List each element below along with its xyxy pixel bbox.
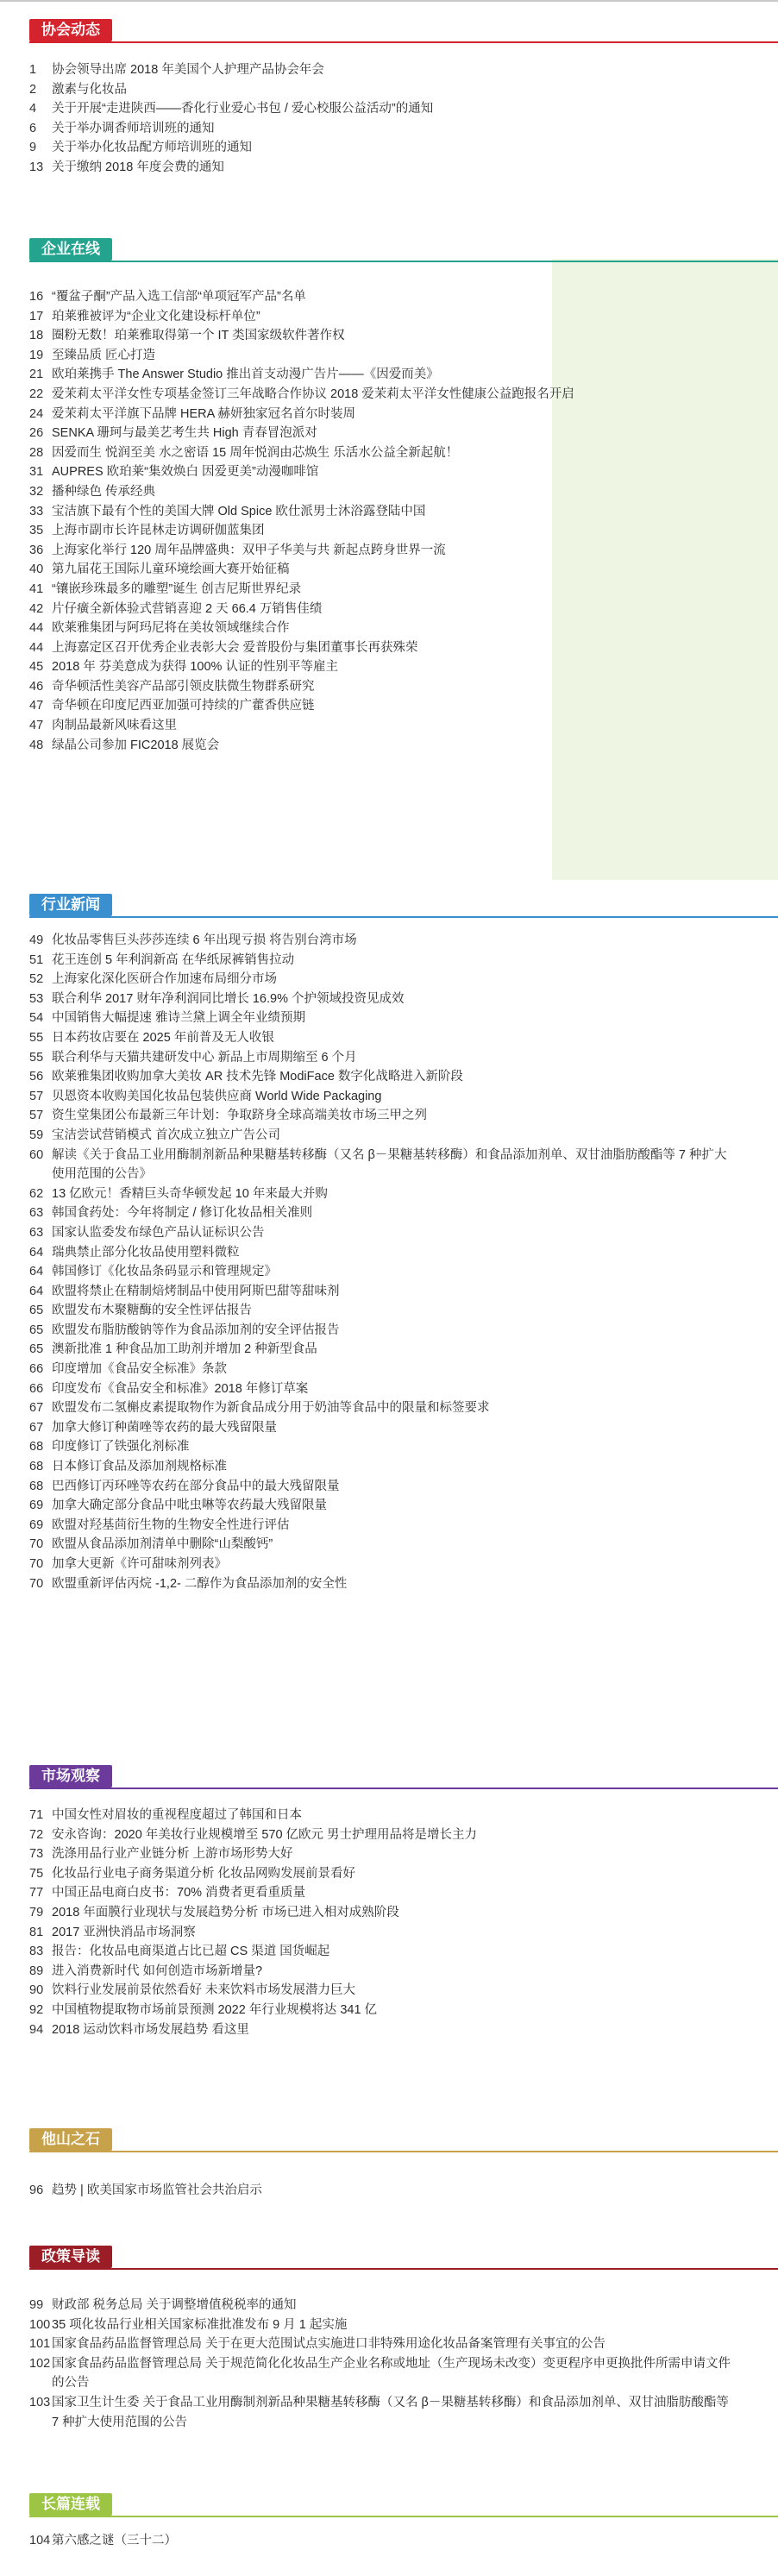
page-number: 59 — [29, 1128, 44, 1142]
list-item[interactable] — [29, 1340, 769, 1360]
page-number: 51 — [29, 952, 44, 967]
article-title: 财政部 税务总局 关于调整增值税税率的通知 — [52, 2298, 297, 2312]
page-number: 67 — [29, 1401, 44, 1416]
page-number: 90 — [29, 1983, 44, 1998]
article-title: 花王连创 5 年利润新高 在华纸尿裤销售拉动 — [52, 952, 295, 967]
page-number: 68 — [29, 1440, 44, 1454]
article-title: 中国销售大幅提速 雅诗兰黛上调全年业绩预期 — [52, 1011, 306, 1026]
article-title: 加拿大修订种菌唑等农药的最大残留限量 — [52, 1420, 277, 1435]
article-title: 加拿大确定部分食品中吡虫啉等农药最大残留限量 — [52, 1498, 327, 1513]
list-item[interactable] — [29, 1360, 769, 1379]
page-number: 42 — [29, 601, 44, 616]
article-title: 因爱而生 悦润至美 水之密语 15 周年悦润由芯焕生 乐活水公益全新起航！ — [52, 445, 459, 460]
article-title: 珀莱雅被评为“企业文化建设标杆单位” — [52, 309, 260, 324]
article-title: 欧盟发布木聚糖酶的安全性评估报告 — [52, 1304, 252, 1318]
article-title: 欧盟对羟基茴衍生物的生物安全性进行评估 — [52, 1517, 290, 1532]
article-list — [29, 60, 769, 178]
article-title: 日本修订食品及添加剂规格标准 — [52, 1460, 227, 1474]
list-item[interactable] — [29, 80, 769, 100]
article-title: “镶嵌珍珠最多的雕塑”诞生 创吉尼斯世界纪录 — [52, 581, 302, 596]
page-number: 1 — [29, 63, 37, 77]
article-title: 澳新批准 1 种食品加工助剂并增加 2 种新型食品 — [52, 1342, 317, 1357]
article-title: 2018 年 芬美意成为获得 100% 认证的性别平等雇主 — [52, 660, 338, 675]
page-number: 44 — [29, 640, 44, 655]
list-item[interactable] — [29, 619, 769, 638]
page-number: 57 — [29, 1089, 44, 1103]
page-number: 73 — [29, 1847, 44, 1862]
article-title: 宝洁旗下最有个性的美国大牌 Old Spice 欧仕派男士沐浴露登陆中国 — [52, 504, 426, 518]
page-number: 75 — [29, 1866, 44, 1881]
list-item[interactable] — [29, 677, 769, 697]
page-number: 44 — [29, 621, 44, 636]
list-item[interactable] — [29, 1844, 769, 1864]
list-item[interactable] — [29, 1864, 769, 1884]
list-item[interactable] — [29, 541, 769, 561]
article-title: 播种绿色 传承经典 — [52, 484, 156, 499]
article-title: 解读《关于食品工业用酶制剂新品种果糖基转移酶（又名 β－果糖基转移酶）和食品添加剂单、双甘油脂肪酸酯等 7 种扩大使用范围的公告》 — [52, 1147, 727, 1182]
section-market-watch — [0, 1765, 778, 2127]
list-item[interactable] — [29, 2296, 769, 2315]
page-number: 65 — [29, 1304, 44, 1318]
page-number: 77 — [29, 1886, 44, 1901]
page-number: 68 — [29, 1479, 44, 1493]
list-item[interactable] — [29, 1087, 769, 1107]
page-number: 22 — [29, 386, 44, 401]
page-number: 64 — [29, 1265, 44, 1279]
section-divider — [29, 41, 778, 43]
section-title: 市场观察 — [29, 1765, 112, 1787]
page-number: 28 — [29, 445, 44, 460]
list-item[interactable] — [29, 424, 769, 443]
article-title: 中国女性对眉妆的重视程度超过了韩国和日本 — [52, 1808, 302, 1822]
article-title: 中国正品电商白皮书：70% 消费者更看重质量 — [52, 1886, 306, 1901]
section-divider — [29, 1787, 778, 1789]
page-number: 57 — [29, 1109, 44, 1123]
article-title: 上海家化举行 120 周年品牌盛典：双甲子华美与共 新起点跨身世界一流 — [52, 543, 446, 557]
article-title: “覆盆子酮”产品入选工信部“单项冠军产品”名单 — [52, 290, 306, 304]
article-title: 关于举办化妆品配方师培训班的通知 — [52, 141, 252, 155]
page-number: 63 — [29, 1225, 44, 1240]
article-title: 欧盟发布脂肪酸钠等作为食品添加剂的安全评估报告 — [52, 1323, 340, 1337]
section-association-news — [0, 19, 778, 217]
page-number: 68 — [29, 1460, 44, 1474]
page-number: 35 — [29, 524, 44, 538]
page-number: 26 — [29, 426, 44, 441]
list-item[interactable] — [29, 580, 769, 600]
article-title: 欧盟发布二氢槲皮素提取物作为新食品成分用于奶油等食品中的限量和标签要求 — [52, 1401, 490, 1416]
article-title: 加拿大更新《许可甜味剂列表》 — [52, 1557, 227, 1571]
article-title: 爱茉莉太平洋女性专项基金签订三年战略合作协议 2018 爱茉莉太平洋女性健康公益跑报名开启 — [52, 386, 574, 401]
article-title: 趋势 | 欧美国家市场监管社会共治启示 — [52, 2183, 262, 2197]
list-item[interactable] — [29, 1282, 769, 1302]
section-title: 协会动态 — [29, 19, 112, 41]
page-number: 99 — [29, 2298, 44, 2312]
page-number: 55 — [29, 1050, 44, 1065]
article-title: 韩国修订《化妆品条码显示和管理规定》 — [52, 1265, 277, 1279]
article-title: 印度修订了铁强化剂标准 — [52, 1440, 190, 1454]
list-item[interactable] — [29, 657, 769, 677]
list-item[interactable] — [29, 1028, 769, 1048]
article-title: 联合利华 2017 财年净利润同比增长 16.9% 个护领域投资见成效 — [52, 991, 405, 1006]
list-item[interactable] — [29, 1146, 769, 1184]
article-title: 上海嘉定区召开优秀企业表彰大会 爱普股份与集团董事长再获殊荣 — [52, 640, 418, 655]
list-item[interactable] — [29, 696, 769, 716]
page-number: 79 — [29, 1905, 44, 1919]
list-item[interactable] — [29, 2531, 769, 2551]
top-divider — [0, 0, 778, 2]
article-title: 日本药妆店要在 2025 年前普及无人收银 — [52, 1030, 274, 1045]
list-item[interactable] — [29, 970, 769, 990]
list-item[interactable] — [29, 1243, 769, 1263]
article-title: 国家认监委发布绿色产品认证标识公告 — [52, 1225, 265, 1240]
article-title: 印度增加《食品安全标准》条款 — [52, 1362, 227, 1377]
article-title: 35 项化妆品行业相关国家标准批准发布 9 月 1 起实施 — [52, 2317, 348, 2332]
page-number: 33 — [29, 504, 44, 518]
page-number: 67 — [29, 1420, 44, 1435]
page-number: 45 — [29, 660, 44, 675]
article-title: 安永咨询：2020 年美妆行业规模增至 570 亿欧元 男士护理用品将是增长主力 — [52, 1827, 478, 1842]
list-item[interactable] — [29, 2354, 769, 2393]
page-number: 19 — [29, 348, 44, 362]
article-title: 欧莱雅集团与阿玛尼将在美妆领域继续合作 — [52, 621, 290, 636]
list-item[interactable] — [29, 502, 769, 522]
page-number: 36 — [29, 543, 44, 557]
section-divider — [29, 2151, 778, 2152]
page-number: 32 — [29, 484, 44, 499]
article-title: 2018 运动饮料市场发展趋势 看这里 — [52, 2022, 249, 2037]
article-list — [29, 931, 769, 1711]
list-item[interactable] — [29, 1883, 769, 1903]
list-item[interactable] — [29, 1903, 769, 1923]
article-title: 报告：化妆品电商渠道占比已超 CS 渠道 国货崛起 — [52, 1945, 330, 1959]
list-item[interactable] — [29, 560, 769, 580]
page-number: 72 — [29, 1827, 44, 1842]
list-item[interactable] — [29, 1067, 769, 1087]
article-title: 13 亿欧元！香精巨头奇华顿发起 10 年来最大并购 — [52, 1186, 328, 1201]
page-number: 83 — [29, 1945, 44, 1959]
page-number: 17 — [29, 309, 44, 324]
list-item[interactable] — [29, 990, 769, 1009]
list-item[interactable] — [29, 405, 769, 424]
list-item[interactable] — [29, 1321, 769, 1341]
page-number: 24 — [29, 406, 44, 421]
page-number: 64 — [29, 1245, 44, 1260]
page-number: 63 — [29, 1206, 44, 1221]
article-title: 欧盟从食品添加剂清单中删除“山梨酸钙” — [52, 1537, 273, 1552]
list-item[interactable] — [29, 1496, 769, 1516]
list-item[interactable] — [29, 99, 769, 119]
list-item[interactable] — [29, 2315, 769, 2335]
article-title: 第九届花王国际儿童环境绘画大赛开始征稿 — [52, 562, 290, 577]
list-item[interactable] — [29, 1437, 769, 1457]
list-item[interactable] — [29, 365, 769, 385]
page-number: 47 — [29, 719, 44, 733]
page-number: 66 — [29, 1381, 44, 1396]
section-divider — [29, 2268, 778, 2270]
page-number: 13 — [29, 160, 44, 174]
list-item[interactable] — [29, 2020, 769, 2040]
page-number: 102 — [29, 2356, 51, 2371]
section-title: 他山之石 — [29, 2128, 112, 2151]
article-title: 国家卫生计生委 关于食品工业用酶制剂新品种果糖基转移酶（又名 β－果糖基转移酶）和食品添加剂单、双甘油脂肪酸酯等 7 种扩大使用范围的公告 — [52, 2395, 729, 2429]
page-number: 56 — [29, 1070, 44, 1084]
article-title: 宝洁尝试营销模式 首次成立独立广告公司 — [52, 1128, 281, 1142]
page-number: 70 — [29, 1557, 44, 1571]
list-item[interactable] — [29, 1652, 769, 1672]
article-list — [29, 2181, 769, 2201]
page-number: 18 — [29, 329, 44, 343]
article-title: 进入消费新时代 如何创造市场新增量? — [52, 1963, 263, 1978]
list-item[interactable] — [29, 2001, 769, 2020]
list-item[interactable] — [29, 1048, 769, 1068]
list-item[interactable] — [29, 1981, 769, 2001]
page-number: 103 — [29, 2395, 51, 2410]
list-item[interactable] — [29, 443, 769, 463]
list-item[interactable] — [29, 482, 769, 502]
section-title: 长篇连载 — [29, 2493, 112, 2516]
list-item[interactable] — [29, 1632, 769, 1652]
list-item[interactable] — [29, 462, 769, 482]
list-item[interactable] — [29, 1672, 769, 1692]
list-item[interactable] — [29, 287, 769, 307]
page-number: 52 — [29, 972, 44, 987]
article-title: 片仔癀全新体验式营销喜迎 2 天 66.4 万销售佳绩 — [52, 601, 323, 616]
page-number: 31 — [29, 465, 44, 480]
page-number: 41 — [29, 581, 44, 596]
page-number: 40 — [29, 562, 44, 577]
list-item[interactable] — [29, 346, 769, 366]
list-item[interactable] — [29, 1262, 769, 1282]
page-number: 65 — [29, 1323, 44, 1337]
article-title: 上海家化深化医研合作加速布局细分市场 — [52, 972, 277, 987]
page-number: 6 — [29, 121, 37, 135]
list-item[interactable] — [29, 521, 769, 541]
list-item[interactable] — [29, 385, 769, 405]
article-list — [29, 1806, 769, 2039]
article-title: 国家食品药品监督管理总局 关于在更大范围试点实施进口非特殊用途化妆品备案管理有关事宜的公告 — [52, 2337, 606, 2352]
page-number: 94 — [29, 2022, 44, 2037]
page-number: 81 — [29, 1925, 44, 1939]
article-title: 洗涤用品行业产业链分析 上游市场形势大好 — [52, 1847, 293, 1862]
list-item[interactable] — [29, 1923, 769, 1943]
article-title: 圈粉无数！珀莱雅取得第一个 IT 类国家级软件著作权 — [52, 329, 345, 343]
article-title: 印度发布《食品安全和标准》2018 年修订草案 — [52, 1381, 309, 1396]
article-title: 2018 年面膜行业现状与发展趋势分析 市场已进入相对成熟阶段 — [52, 1905, 399, 1919]
page-number: 101 — [29, 2337, 51, 2352]
list-item[interactable] — [29, 138, 769, 158]
article-title: 瑞典禁止部分化妆品使用塑料微粒 — [52, 1245, 240, 1260]
section-title: 行业新闻 — [29, 894, 112, 916]
page-number: 69 — [29, 1498, 44, 1513]
article-list — [29, 287, 769, 755]
list-item[interactable] — [29, 1691, 769, 1711]
article-title: 国家食品药品监督管理总局 关于规范简化化妆品生产企业名称或地址（生产现场未改变）变更程序申更换批件所需申请文件的公告 — [52, 2356, 731, 2391]
article-title: 化妆品行业电子商务渠道分析 化妆品网购发展前景看好 — [52, 1866, 356, 1881]
article-title: 2017 亚洲快消品市场洞察 — [52, 1925, 196, 1939]
list-item[interactable] — [29, 1555, 769, 1574]
list-item[interactable] — [29, 1457, 769, 1477]
article-title: 欧莱雅集团收购加拿大美妆 AR 技术先锋 ModiFace 数字化战略进入新阶段 — [52, 1070, 463, 1084]
page-number: 46 — [29, 679, 44, 694]
page-number: 49 — [29, 933, 44, 947]
article-title: 上海市副市长许昆林走访调研伽蓝集团 — [52, 524, 265, 538]
page-number: 92 — [29, 2002, 44, 2017]
article-list — [29, 2296, 769, 2432]
page-number: 104 — [29, 2534, 51, 2548]
list-item[interactable] — [29, 60, 769, 80]
page-number: 64 — [29, 1284, 44, 1298]
page-number: 48 — [29, 738, 44, 752]
list-item[interactable] — [29, 1418, 769, 1438]
page-number: 2 — [29, 82, 37, 97]
list-item[interactable] — [29, 158, 769, 178]
page-number: 9 — [29, 141, 37, 155]
list-item[interactable] — [29, 326, 769, 346]
list-item[interactable] — [29, 2181, 769, 2201]
list-item[interactable] — [29, 2393, 769, 2432]
list-item[interactable] — [29, 638, 769, 658]
article-title: 激素与化妆品 — [52, 82, 127, 97]
page-number: 62 — [29, 1186, 44, 1201]
section-lessons-abroad — [0, 2128, 778, 2223]
section-industry-news — [0, 894, 778, 1756]
list-item[interactable] — [29, 736, 769, 756]
list-item[interactable] — [29, 716, 769, 736]
article-title: 中国植物提取物市场前景预测 2022 年行业规模将达 341 亿 — [52, 2002, 378, 2017]
article-title: 绿晶公司参加 FIC2018 展览会 — [52, 738, 220, 752]
list-item[interactable] — [29, 1806, 769, 1825]
article-title: 爱茉莉太平洋旗下品牌 HERA 赫妍独家冠名首尔时装周 — [52, 406, 356, 421]
list-item[interactable] — [29, 1184, 769, 1204]
list-item[interactable] — [29, 1008, 769, 1028]
article-title: 奇华顿活性美容产品部引领皮肤微生物群系研究 — [52, 679, 315, 694]
article-title: 关于缴纳 2018 年度会费的通知 — [52, 160, 224, 174]
list-item[interactable] — [29, 600, 769, 619]
page-number: 96 — [29, 2183, 44, 2197]
page-number: 21 — [29, 368, 44, 382]
section-title: 政策导读 — [29, 2246, 112, 2268]
article-title: 联合利华与天猫共建研发中心 新品上市周期缩至 6 个月 — [52, 1050, 357, 1065]
page-number: 70 — [29, 1537, 44, 1552]
list-item[interactable] — [29, 1825, 769, 1845]
list-item[interactable] — [29, 1516, 769, 1536]
list-item[interactable] — [29, 1942, 769, 1962]
list-item[interactable] — [29, 1203, 769, 1223]
section-policy-guide — [0, 2246, 778, 2496]
page-number: 100 — [29, 2317, 51, 2332]
list-item[interactable] — [29, 1477, 769, 1497]
list-item[interactable] — [29, 931, 769, 951]
list-item[interactable] — [29, 1535, 769, 1555]
section-enterprise-online — [0, 238, 778, 876]
article-title: SENKA 珊珂与最美艺考生共 High 青春冒泡派对 — [52, 426, 317, 441]
article-title: 欧盟重新评估丙烷 -1,2- 二醇作为食品添加剂的安全性 — [52, 1576, 348, 1591]
page-number: 65 — [29, 1342, 44, 1357]
list-item[interactable] — [29, 2334, 769, 2354]
list-item[interactable] — [29, 1301, 769, 1321]
list-item[interactable] — [29, 1613, 769, 1633]
article-title: AUPRES 欧珀莱“集效焕白 因爱更美”动漫咖啡馆 — [52, 465, 319, 480]
section-divider — [29, 916, 778, 918]
page-number: 47 — [29, 699, 44, 713]
article-title: 奇华顿在印度尼西亚加强可持续的广藿香供应链 — [52, 699, 315, 713]
section-title: 企业在线 — [29, 238, 112, 261]
article-title: 至臻品质 匠心打造 — [52, 348, 156, 362]
list-item[interactable] — [29, 1398, 769, 1418]
list-item[interactable] — [29, 1106, 769, 1126]
article-title: 韩国食药处：今年将制定 / 修订化妆品相关准则 — [52, 1206, 313, 1221]
article-title: 第六感之谜（三十二） — [52, 2534, 177, 2548]
page-number: 53 — [29, 991, 44, 1006]
article-title: 关于举办调香师培训班的通知 — [52, 121, 215, 135]
page-number: 89 — [29, 1963, 44, 1978]
list-item[interactable] — [29, 119, 769, 139]
list-item[interactable] — [29, 1593, 769, 1613]
article-title: 关于开展“走进陕西——香化行业爱心书包 / 爱心校服公益活动”的通知 — [52, 102, 434, 116]
article-title: 协会领导出席 2018 年美国个人护理产品协会年会 — [52, 63, 324, 77]
article-title: 肉制品最新风味看这里 — [52, 719, 177, 733]
section-serial — [0, 2493, 778, 2571]
article-list — [29, 2531, 769, 2551]
page-number: 54 — [29, 1011, 44, 1026]
page-number: 55 — [29, 1030, 44, 1045]
list-item[interactable] — [29, 1223, 769, 1243]
list-item[interactable] — [29, 1962, 769, 1982]
article-title: 欧珀莱携手 The Answer Studio 推出首支动漫广告片——《因爱而美》 — [52, 368, 439, 382]
list-item[interactable] — [29, 1379, 769, 1399]
list-item[interactable] — [29, 951, 769, 971]
section-divider — [29, 261, 778, 262]
article-title: 贝恩资本收购美国化妆品包装供应商 World Wide Packaging — [52, 1089, 382, 1103]
page-number: 71 — [29, 1808, 44, 1822]
section-divider — [29, 2516, 778, 2517]
article-title: 资生堂集团公布最新三年计划：争取跻身全球高端美妆市场三甲之列 — [52, 1109, 427, 1123]
page-number: 4 — [29, 102, 37, 116]
page-number: 70 — [29, 1576, 44, 1591]
page-number: 66 — [29, 1362, 44, 1377]
page-number: 60 — [29, 1147, 44, 1162]
article-title: 饮料行业发展前景依然看好 未来饮料市场发展潜力巨大 — [52, 1983, 356, 1998]
page-number: 69 — [29, 1517, 44, 1532]
page-number: 16 — [29, 290, 44, 304]
list-item[interactable] — [29, 307, 769, 327]
article-title: 欧盟将禁止在精制焙烤制品中使用阿斯巴甜等甜味剂 — [52, 1284, 340, 1298]
article-title: 巴西修订丙环唑等农药在部分食品中的最大残留限量 — [52, 1479, 340, 1493]
list-item[interactable] — [29, 1574, 769, 1594]
list-item[interactable] — [29, 1126, 769, 1146]
article-title: 化妆品零售巨头莎莎连续 6 年出现亏损 将告别台湾市场 — [52, 933, 357, 947]
